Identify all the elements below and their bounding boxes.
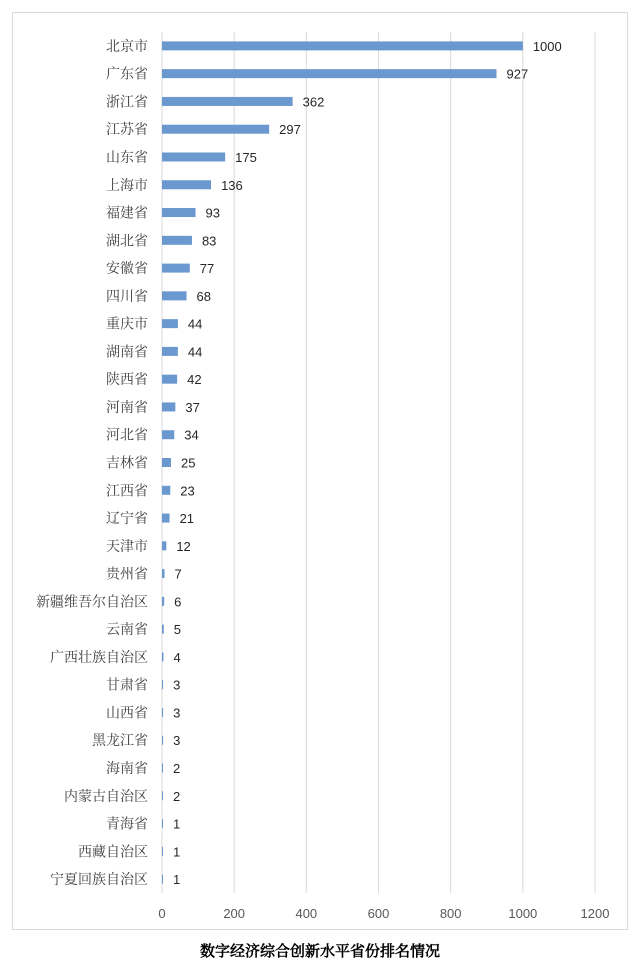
data-label: 83 [201,233,217,249]
bar [162,264,190,273]
category-label: 天津市 [106,538,148,555]
bar [162,847,163,856]
x-tick-label: 200 [223,906,246,921]
data-label: 362 [302,94,325,110]
bar [162,486,170,495]
data-label: 44 [187,316,203,332]
bars [162,41,523,883]
bar [162,736,163,745]
data-label: 34 [184,427,199,443]
category-label: 海南省 [106,761,148,778]
bar [162,625,164,634]
bar [162,402,175,411]
x-tick-label: 1200 [580,906,610,921]
category-label: 重庆市 [106,316,148,333]
x-tick-label: 1000 [508,906,538,921]
category-label: 安徽省 [106,261,148,278]
bar [162,430,174,439]
bar [162,347,178,356]
data-label: 4 [173,649,181,665]
category-label: 吉林省 [106,455,148,472]
category-label: 江西省 [106,483,148,500]
data-label: 136 [221,177,243,193]
category-label: 江苏省 [106,122,148,139]
category-label: 上海市 [106,177,148,194]
x-tick-label: 800 [439,906,462,921]
data-label: 23 [180,483,195,499]
bar [162,41,523,50]
category-label: 云南省 [106,622,148,639]
bar [162,541,166,550]
category-label: 河南省 [106,399,148,416]
category-label: 福建省 [106,205,148,222]
category-label: 新疆维吾尔自治区 [36,594,148,611]
data-label: 297 [279,122,301,138]
bar [162,375,177,384]
bar [162,97,293,106]
data-label: 42 [187,372,202,388]
chart-title: 数字经济综合创新水平省份排名情况 [199,942,440,960]
category-label: 西藏自治区 [78,844,148,861]
data-label: 3 [173,733,181,749]
data-label: 2 [173,788,181,804]
bar [162,208,196,217]
bar [162,458,171,467]
data-label: 77 [199,261,215,277]
category-label: 山西省 [106,705,148,722]
data-label: 3 [173,677,181,693]
data-label: 7 [174,566,182,582]
bar [162,319,178,328]
bar [162,652,163,661]
bar [162,291,187,300]
x-tick-label: 600 [367,906,390,921]
category-label: 甘肃省 [106,677,148,694]
bar [162,69,496,78]
data-label: 2 [173,761,181,777]
data-label: 37 [185,399,200,415]
bar [162,680,163,689]
x-tick-label: 0 [158,906,166,921]
data-label: 927 [506,66,529,82]
labels [36,39,609,921]
data-label: 3 [173,705,181,721]
bar [162,180,211,189]
data-label: 44 [187,344,203,360]
data-label: 175 [235,149,257,165]
category-label: 贵州省 [106,566,148,583]
data-label: 12 [176,538,191,554]
category-label: 广西壮族自治区 [50,649,148,666]
bar [162,819,163,828]
category-label: 四川省 [106,288,148,305]
data-label: 5 [173,622,182,638]
category-label: 湖南省 [106,344,148,361]
category-label: 内蒙古自治区 [64,788,148,805]
category-label: 辽宁省 [106,511,148,528]
bar [162,569,165,578]
category-label: 浙江省 [106,94,148,111]
data-label: 1 [173,844,181,860]
data-label: 25 [181,455,196,471]
data-label: 93 [205,205,221,221]
category-label: 湖北省 [106,233,148,250]
category-label: 广东省 [106,66,148,83]
category-label: 陕西省 [106,372,148,389]
category-label: 青海省 [106,816,148,833]
category-label: 北京市 [106,38,148,55]
data-label: 6 [174,594,182,610]
gridlines [162,32,595,893]
bar [162,514,170,523]
data-label: 1000 [532,38,562,54]
bar [162,764,163,773]
category-label: 山东省 [106,149,148,166]
category-label: 宁夏回族自治区 [50,872,148,889]
data-label: 1 [173,872,181,888]
bar [162,597,164,606]
x-tick-label: 400 [295,906,318,921]
data-label: 21 [179,511,195,527]
bar [162,236,192,245]
category-label: 黑龙江省 [92,733,148,750]
category-label: 河北省 [106,427,148,444]
bar [162,791,163,800]
data-label: 1 [173,816,181,832]
bar [162,152,225,161]
bar [162,125,269,134]
bar [162,875,163,884]
data-label: 68 [196,288,212,304]
bar [162,708,163,717]
